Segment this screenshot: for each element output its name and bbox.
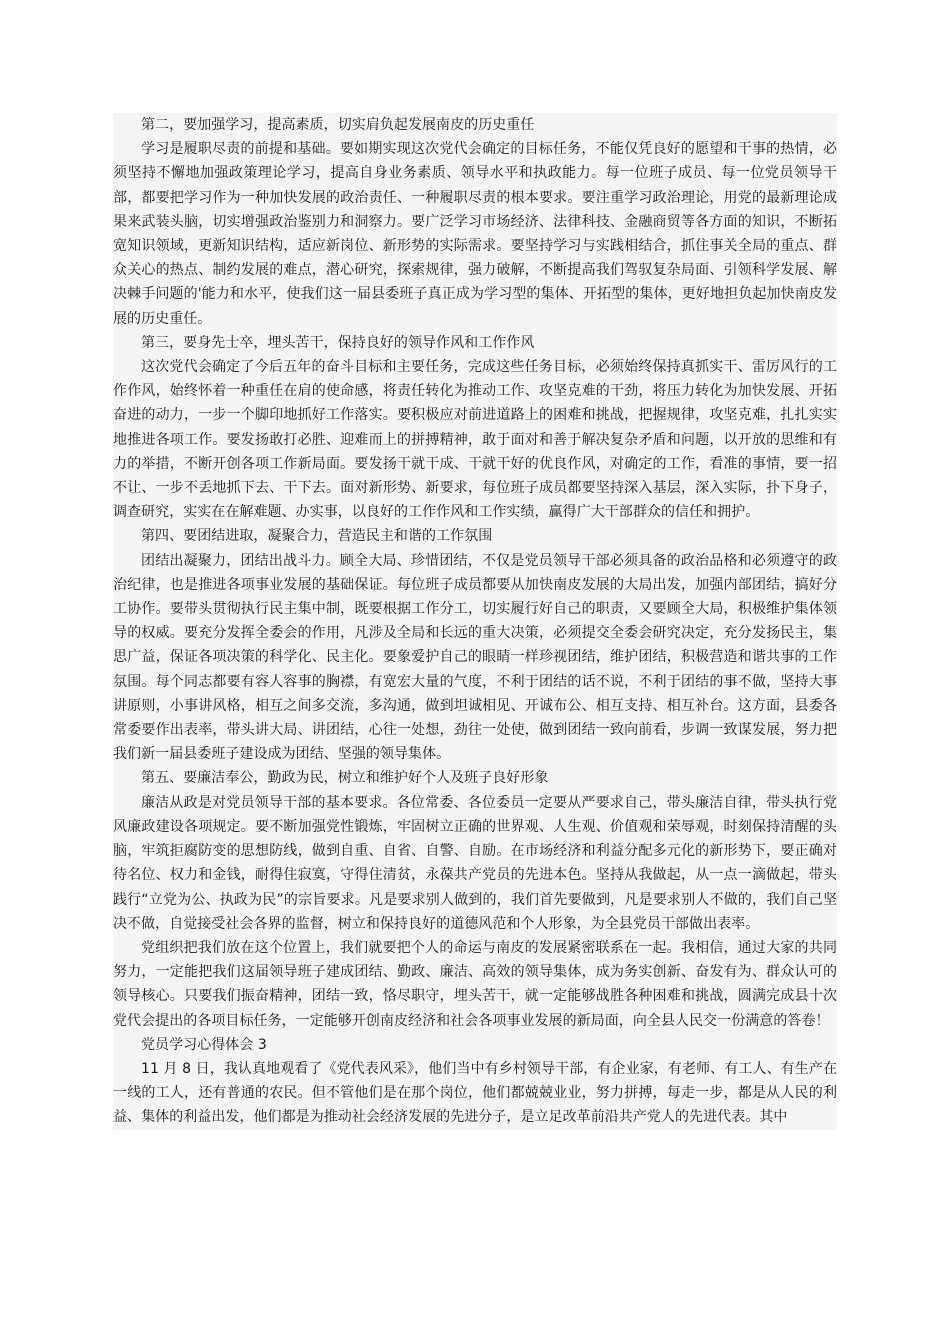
document-body (113, 113, 837, 1130)
body-paragraph: 11 月 8 日，我认真地观看了《党代表风采》，他们当中有乡村领导干部，有企业家，有老师、有工人、有生产在一线的工人，还有普通的农民。但不管他们是在那个岗位，他们都兢兢业业，努力拼搏，每走一步，都是从人民的利益、集体的利益出发，他们都是为推动社会经济发展的先进分子，是立足改革前沿共产党人的先进代表。其中 (113, 1060, 837, 1126)
section-heading-2: 第二，要加强学习，提高素质，切实肩负起发展南皮的历史重任 (141, 117, 535, 133)
section-heading-3: 第三，要身先士卒，埋头苦干，保持良好的领导作风和工作作风 (141, 334, 535, 351)
article-title: 党员学习心得体会 3 (141, 1036, 267, 1053)
closing-paragraph: 党组织把我们放在这个位置上，我们就要把个人的命运与南皮的发展紧密联系在一起。我相信，通过大家的共同努力，一定能把我们这届领导班子建成团结、勤政、廉洁、高效的领导集体，成为务实创新、奋发有为、群众认可的领导核心。只要我们振奋精神，团结一致，恪尽职守，埋头苦干，就一定能够战胜各种困难和挑战，圆满完成县十次党代会提出的各项目标任务，一定能够开创南皮经济和社会各项事业发展的新局面，向全县人民交一份满意的答卷！ (113, 939, 837, 1029)
body-paragraph: 学习是履职尽责的前提和基础。要如期实现这次党代会确定的目标任务，不能仅凭良好的愿望和干事的热情，必须坚持不懈地加强政策理论学习，提高自身业务素质、领导水平和执政能力。每一位班子成员、每一位党员领导干部，都要把学习作为一种加快发展的政治责任、一种履职尽责的根本要求。要注重学习政治理论，用党的最新理论成果来武装头脑，切实增强政治鉴别力和洞察力。要广泛学习市场经济、法律科技、金融商贸等各方面的知识，不断拓宽知识领域，更新知识结构，适应新岗位、新形势的实际需求。要坚持学习与实践相结合，抓住事关全局的重点、群众关心的热点、制约发展的难点，潜心研究，探索规律，强力破解，不断提高我们驾驭复杂局面、引领科学发展、解决棘手问题的'能力和水平，使我们这一届县委班子真正成为学习型的集体、开拓型的集体，更好地担负起加快南皮发展的历史重任。 (113, 141, 837, 327)
body-paragraph: 团结出凝聚力，团结出战斗力。顾全大局、珍惜团结，不仅是党员领导干部必须具备的政治品格和必须遵守的政治纪律，也是推进各项事业发展的基础保证。每位班子成员都要从加快南皮发展的大局出发，加强内部团结，搞好分工协作。要带头贯彻执行民主集中制，既要根据工作分工，切实履行好自己的职责，又要顾全大局，积极维护集体领导的权威。要充分发挥全委会的作用，凡涉及全局和长远的重大决策，必须提交全委会研究决定，充分发扬民主，集思广益，保证各项决策的科学化、民主化。要象爱护自己的眼睛一样珍视团结，维护团结，积极营造和谐共事的工作氛围。每个同志都要有容人容事的胸襟，有宽宏大量的气度，不利于团结的话不说，不利于团结的事不做，坚持大事讲原则，小事讲风格，相互之间多交流，多沟通，做到坦诚相见、开诚布公、相互支持、相互补台。这方面，县委各常委要作出表率，带头讲大局、讲团结，心往一处想，劲往一处使，做到团结一致向前看，步调一致谋发展，努力把我们新一届县委班子建设成为团结、坚强的领导集体。 (113, 552, 837, 763)
body-paragraph: 这次党代会确定了今后五年的奋斗目标和主要任务，完成这些任务目标，必须始终保持真抓实干、雷厉风行的工作作风，始终怀着一种重任在肩的使命感，将责任转化为推动工作、攻坚克难的干劲，将压力转化为加快发展、开拓奋进的动力，一步一个脚印地抓好工作落实。要积极应对前进道路上的困难和挑战，把握规律，攻坚克难，扎扎实实地推进各项工作。要发扬敢打必胜、迎难而上的拼搏精神，敢于面对和善于解决复杂矛盾和问题，以开放的思维和有力的举措，不断开创各项工作新局面。要发扬干就干成、干就干好的优良作风，对确定的工作，看准的事情，要一招不让、一步不丢地抓下去、干下去。面对新形势、新要求，每位班子成员都要坚持深入基层，深入实际，扑下身子，调查研究，实实在在解难题、办实事，以良好的工作作风和工作实绩，赢得广大干部群众的信任和拥护。 (113, 359, 837, 521)
body-paragraph: 廉洁从政是对党员领导干部的基本要求。各位常委、各位委员一定要从严要求自己，带头廉洁自律，带头执行党风廉政建设各项规定。要不断加强党性锻炼，牢固树立正确的世界观、人生观、价值观和荣辱观，时刻保持清醒的头脑，牢筑拒腐防变的思想防线，做到自重、自省、自警、自励。在市场经济和利益分配多元化的新形势下，要正确对待名位、权力和金钱，耐得住寂寞，守得住清贫，永葆共产党员的先进本色。坚持从我做起，从一点一滴做起，带头践行“立党为公、执政为民”的宗旨要求。凡是要求别人做到的，我们首先要做到，凡是要求别人不做的，我们自己坚决不做，自觉接受社会各界的监督，树立和保持良好的道德风范和个人形象，为全县党员干部做出表率。 (113, 794, 837, 932)
section-heading-4: 第四、要团结进取，凝聚合力，营造民主和谐的工作氛围 (141, 528, 493, 545)
section-heading-5: 第五、要廉洁奉公，勤政为民，树立和维护好个人及班子良好形象 (141, 770, 549, 787)
